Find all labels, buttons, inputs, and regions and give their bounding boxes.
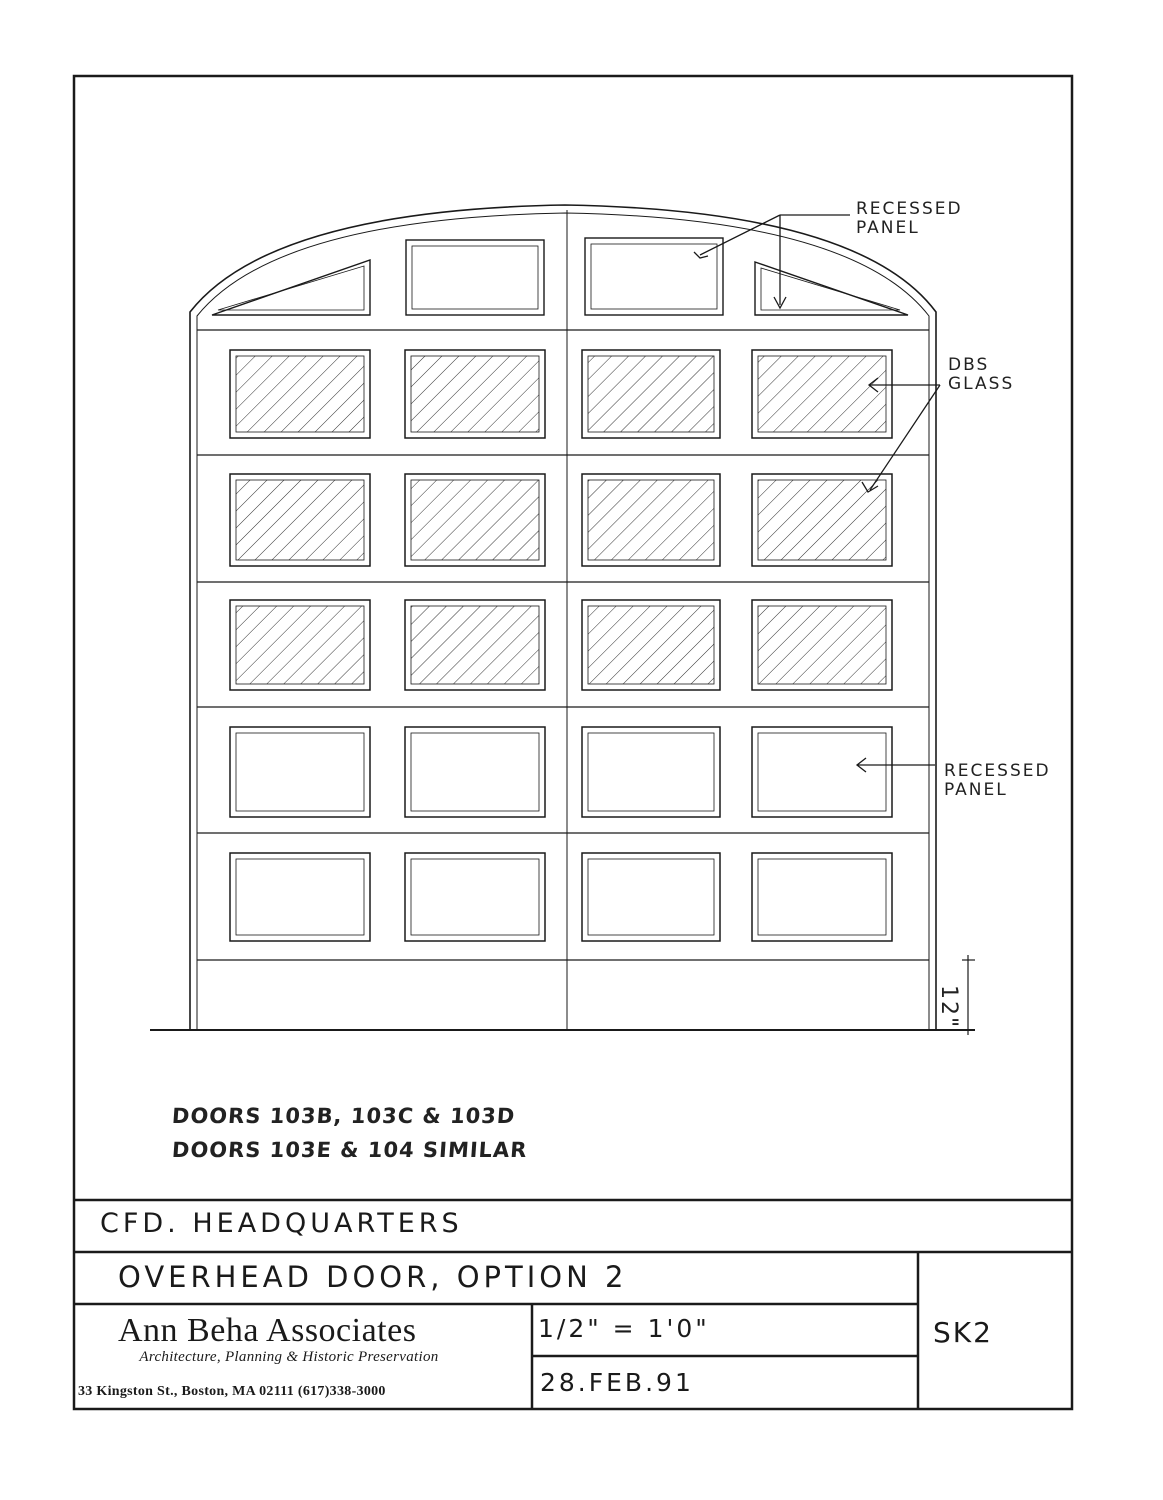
note-line: DBS [948,355,990,375]
recessed-panel [230,853,370,941]
arch-panel [585,238,723,315]
note-line: RECESSED [944,761,1051,781]
note-dbs-glass [948,356,1014,394]
arch-panels [212,238,908,315]
drawing-scale: 1/2" = 1'0" [538,1314,710,1343]
recessed-panels [230,727,892,941]
glass-panels [230,350,892,690]
project-name: CFD. HEADQUARTERS [100,1208,463,1239]
recessed-panel [582,727,720,817]
note-line: RECESSED [856,199,963,219]
sheet-number: SK2 [933,1316,993,1349]
arch-panel [406,240,544,315]
door-ids-line-2: DOORS 103E & 104 SIMILAR [171,1138,529,1162]
note-recessed-panel-side [944,762,1051,800]
recessed-panel [405,853,545,941]
drawing-date: 28.FEB.91 [540,1368,694,1397]
firm-tagline: Architecture, Planning & Historic Preservation [139,1349,439,1365]
arch-panel [212,260,370,315]
recessed-panel [752,853,892,941]
note-line: PANEL [856,218,920,238]
recessed-panel [230,727,370,817]
recessed-panel [582,853,720,941]
dimension-12in [962,955,975,1035]
note-recessed-panel-top [856,200,963,238]
firm-name: Ann Beha Associates [118,1312,417,1349]
door-ids-line-1: DOORS 103B, 103C & 103D [171,1104,517,1128]
recessed-panel [405,727,545,817]
firm-address: 33 Kingston St., Boston, MA 02111 (617)338-3000 [78,1384,386,1399]
recessed-panel [752,727,892,817]
dimension-label: 12" [936,985,961,1030]
sheet-title: OVERHEAD DOOR, OPTION 2 [118,1260,628,1294]
note-line: GLASS [948,374,1015,394]
note-line: PANEL [944,780,1008,800]
arch-panel [755,262,908,315]
